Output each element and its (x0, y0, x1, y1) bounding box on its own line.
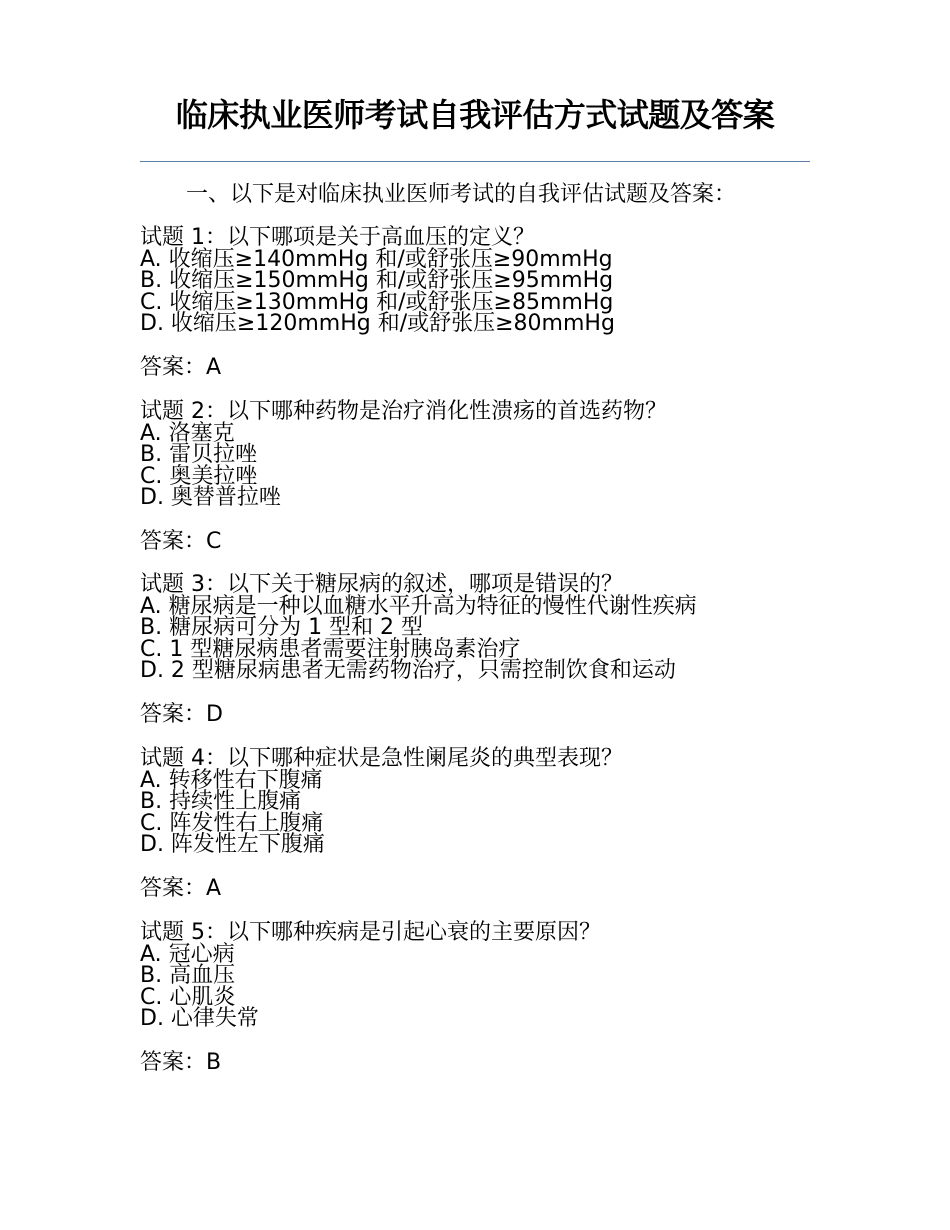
question-option-b: B. 高血压 (140, 963, 236, 988)
question-option-d: D. 阵发性左下腹痛 (140, 832, 325, 857)
question-block-5 (140, 920, 820, 1075)
question-option-a: A. 收缩压≥140mmHg 和/或舒张压≥90mmHg (140, 246, 613, 272)
question-answer: 答案：B (140, 1050, 222, 1075)
document-title: 临床执业医师考试自我评估方式试题及答案 (175, 96, 775, 134)
question-option-d: D. 收缩压≥120mmHg 和/或舒张压≥80mmHg (140, 311, 615, 336)
title-underline (140, 161, 810, 162)
question-answer: 答案：C (140, 529, 222, 554)
question-block-1 (140, 225, 820, 380)
question-answer: 答案：A (140, 355, 222, 380)
question-block-4 (140, 746, 820, 901)
question-option-b: B. 收缩压≥150mmHg 和/或舒张压≥95mmHg (140, 268, 614, 293)
question-option-b: B. 雷贝拉唑 (140, 442, 258, 467)
question-stem: 试题 5：以下哪种疾病是引起心衰的主要原因？ (140, 920, 601, 945)
question-option-d: D. 奥替普拉唑 (140, 485, 281, 510)
question-stem: 试题 3：以下关于糖尿病的叙述，哪项是错误的？ (140, 572, 623, 597)
question-answer: 答案：D (140, 702, 223, 727)
intro-text: 一、以下是对临床执业医师考试的自我评估试题及答案： (186, 182, 737, 207)
question-option-d: D. 2 型糖尿病患者无需药物治疗，只需控制饮食和运动 (140, 658, 676, 683)
question-answer: 答案：A (140, 876, 222, 901)
question-option-a: A. 糖尿病是一种以血糖水平升高为特征的慢性代谢性疾病 (140, 593, 697, 619)
question-block-3 (140, 572, 820, 727)
question-option-b: B. 持续性上腹痛 (140, 789, 302, 814)
question-option-d: D. 心律失常 (140, 1006, 259, 1031)
question-stem: 试题 4：以下哪种症状是急性阑尾炎的典型表现？ (140, 746, 623, 771)
question-option-b: B. 糖尿病可分为 1 型和 2 型 (140, 615, 424, 640)
question-option-a: A. 洛塞克 (140, 420, 235, 446)
question-option-c: C. 奥美拉唑 (140, 463, 258, 489)
question-block-2 (140, 399, 820, 554)
question-option-c: C. 1 型糖尿病患者需要注射胰岛素治疗 (140, 636, 521, 662)
question-option-c: C. 心肌炎 (140, 984, 236, 1010)
question-option-a: A. 冠心病 (140, 941, 235, 967)
question-stem: 试题 1：以下哪项是关于高血压的定义？ (140, 225, 535, 250)
question-option-c: C. 收缩压≥130mmHg 和/或舒张压≥85mmHg (140, 289, 614, 315)
question-option-a: A. 转移性右下腹痛 (140, 767, 323, 793)
question-stem: 试题 2：以下哪种药物是治疗消化性溃疡的首选药物？ (140, 399, 667, 424)
question-option-c: C. 阵发性右上腹痛 (140, 810, 324, 836)
